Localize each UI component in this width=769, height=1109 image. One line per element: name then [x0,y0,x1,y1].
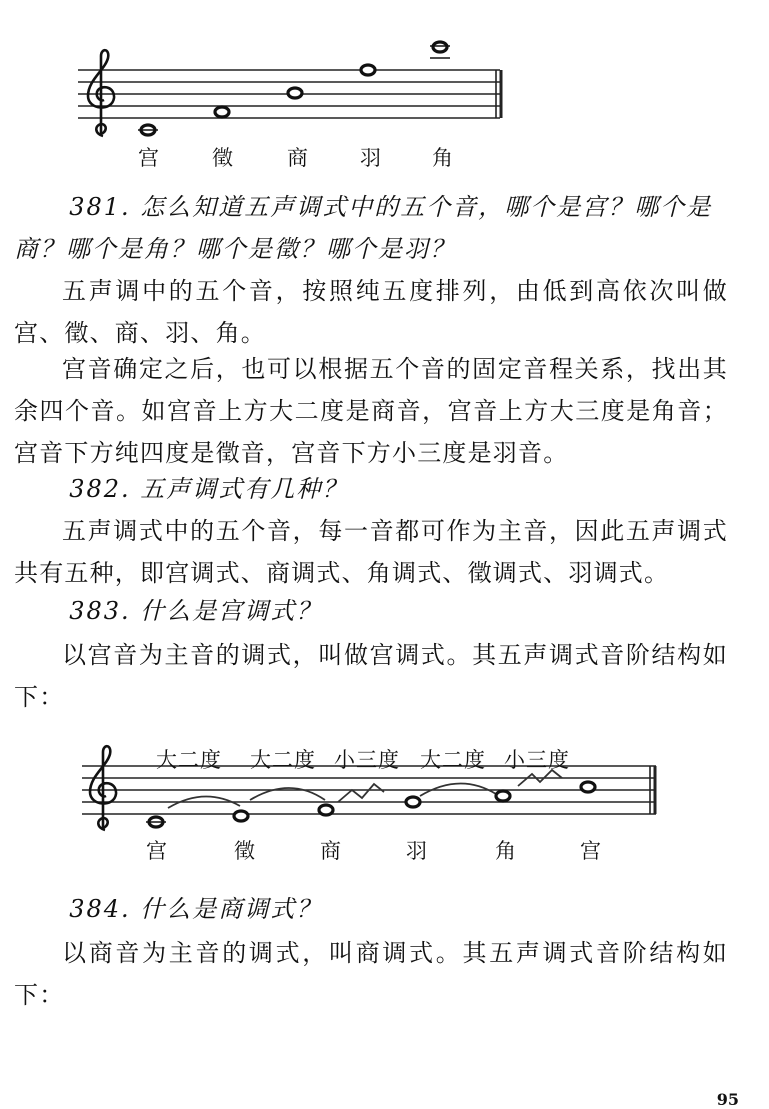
staff1-label-4: 羽 [360,146,382,170]
staff1-label-5: 角 [432,146,454,170]
answer-382: 五声调式中的五个音，每一音都可作为主音，因此五声调式共有五种，即宫调式、商调式、角调式、徵调式、羽调式。 [14,517,728,587]
zigzag-3 [338,784,384,802]
scale-note-2 [234,811,248,821]
note-jue [433,42,447,52]
note-shang [288,88,302,98]
staff1-label-1: 宫 [138,146,160,170]
staff1-label-3: 商 [287,146,309,170]
scale-note-4 [406,797,420,807]
staff2-label-6: 宫 [580,839,602,863]
scale-note-3 [319,805,333,815]
interval-label-4: 大二度 [420,748,486,772]
answer-384: 以商音为主音的调式，叫商调式。其五声调式音阶结构如下： [14,939,728,1009]
staff2-label-4: 羽 [406,839,428,863]
treble-clef-icon [90,746,116,830]
page-number: 95 [716,1090,739,1109]
note-zhi [215,107,229,117]
note-yu [361,65,375,75]
staff2-label-2: 徵 [234,839,256,863]
staff2-label-1: 宫 [146,839,168,863]
staff1-label-2: 徵 [212,146,234,170]
staff-pentatonic-fifths [0,0,769,180]
scale-note-6 [581,782,595,792]
answer-381-2: 宫音确定之后，也可以根据五个音的固定音程关系，找出其余四个音。如宫音上方大二度是商音，宫音上方大三度是角音；宫音下方纯四度是徵音，宫音下方小三度是羽音。 [14,355,728,467]
scale-note-5 [496,791,510,801]
answer-381-1: 五声调中的五个音，按照纯五度排列，由低到高依次叫做宫、徵、商、羽、角。 [14,277,728,347]
interval-label-2: 大二度 [250,748,316,772]
question-383: 383. 什么是宫调式？ [69,597,323,625]
interval-label-5: 小三度 [504,748,570,772]
question-381: 381. 怎么知道五声调式中的五个音，哪个是宫？哪个是商？哪个是角？哪个是徵？哪个是羽？ [14,193,713,263]
question-382: 382. 五声调式有几种？ [69,475,349,503]
interval-label-1: 大二度 [156,748,222,772]
staff2-label-5: 角 [495,839,517,863]
treble-clef-icon [88,50,114,136]
question-384: 384. 什么是商调式？ [69,895,323,923]
answer-383: 以宫音为主音的调式，叫做宫调式。其五声调式音阶结构如下： [14,641,728,711]
staff2-label-3: 商 [320,839,342,863]
interval-label-3: 小三度 [334,748,400,772]
